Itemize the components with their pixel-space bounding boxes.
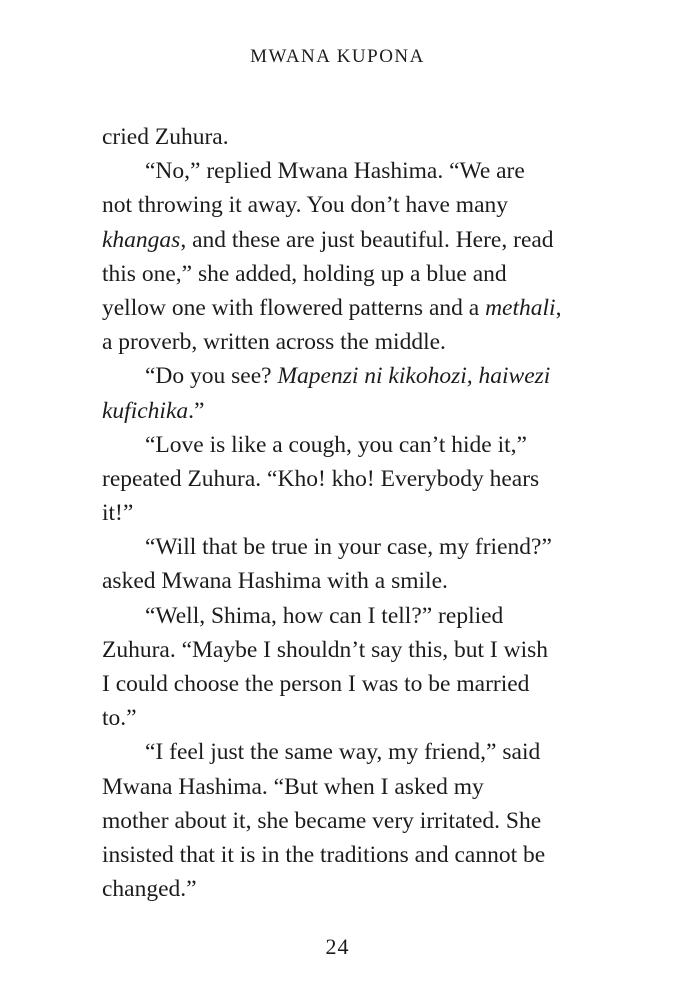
text-line [102,223,597,257]
line-text: “Do you see? [145,363,278,390]
text-line: a proverb, written across the middle. [102,329,446,356]
text-line: repeated Zuhura. “Kho! kho! Everybody hears [102,465,540,492]
body-text [102,120,597,906]
text-line: mother about it, she became very irritated. She [102,807,542,834]
text-line [102,291,597,325]
line-text: yellow one with flowered patterns and a [102,294,486,321]
text-line: asked Mwana Hashima with a smile. [102,568,448,595]
italic-term: methali [485,294,556,321]
text-line: it!” [102,500,134,527]
text-line: “I feel just the same way, my friend,” said [145,739,541,766]
line-text: , [555,294,562,321]
text-line [102,359,597,393]
text-line: I could choose the person I was to be married [102,671,530,697]
text-line: this one,” she added, holding up a blue and [102,260,507,287]
italic-term: Mapenzi ni kikohozi, haiwezi [277,363,551,390]
text-line: to.” [102,705,137,732]
text-line: “No,” replied Mwana Hashima. “We are [145,158,525,185]
italic-term: kufichika [102,397,189,424]
text-line: insisted that it is in the traditions and cannot be [102,841,546,868]
text-line: “Well, Shima, how can I tell?” replied [145,602,504,629]
italic-term: khangas [102,226,181,253]
text-line: Zuhura. “Maybe I shouldn’t say this, but I wish [102,636,549,663]
line-text: , and these are just beautiful. Here, read [180,226,554,253]
page-number: 24 [325,934,350,959]
text-line: “Will that be true in your case, my friend?” [145,534,552,561]
running-header: MWANA KUPONA [250,46,425,67]
text-line [102,394,597,428]
text-line: Mwana Hashima. “But when I asked my [102,773,484,800]
text-line: changed.” [102,876,197,903]
line-text: .” [188,397,205,424]
text-line: “Love is like a cough, you can’t hide it,” [145,431,527,458]
text-line: not throwing it away. You don’t have many [102,192,508,219]
text-line: cried Zuhura. [102,124,229,150]
